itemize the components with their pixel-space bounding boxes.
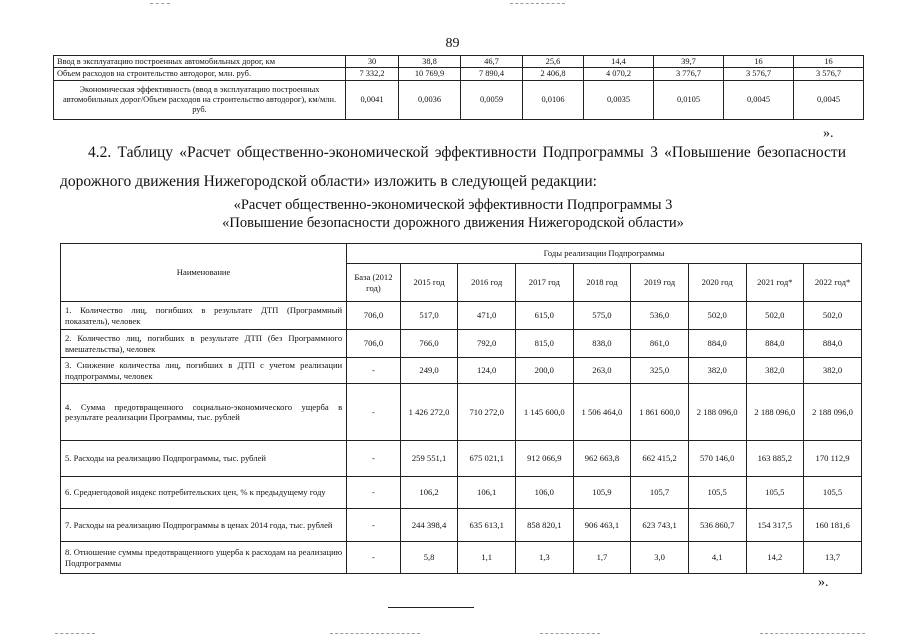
table-cell: 792,0 bbox=[458, 330, 516, 358]
table-cell: 2 188 096,0 bbox=[688, 384, 746, 441]
scan-artifact-top-right bbox=[510, 3, 565, 4]
table-cell: 4 070,2 bbox=[584, 68, 654, 81]
table-cell: 906 463,1 bbox=[573, 509, 631, 542]
closing-quote: ». bbox=[823, 126, 834, 141]
table-cell: 16 bbox=[794, 56, 864, 68]
table-cell: 38,8 bbox=[399, 56, 461, 68]
table-cell: - bbox=[347, 358, 401, 384]
table-cell: 662 415,2 bbox=[631, 441, 689, 477]
table-cell: 1,7 bbox=[573, 542, 631, 574]
table-cell: 0,0106 bbox=[523, 81, 584, 120]
table-cell: 7 332,2 bbox=[346, 68, 399, 81]
scan-artifact-bottom-2 bbox=[330, 633, 420, 634]
table-cell: 105,7 bbox=[631, 477, 689, 509]
table-cell: 3 576,7 bbox=[724, 68, 794, 81]
row-name: Ввод в эксплуатацию построенных автомобильных дорог, км bbox=[54, 56, 346, 68]
table-cell: 163 885,2 bbox=[746, 441, 804, 477]
continued-table bbox=[53, 55, 864, 120]
header-year-cell: База (2012 год) bbox=[347, 264, 401, 302]
table-cell: 39,7 bbox=[654, 56, 724, 68]
continued-table-row bbox=[54, 56, 864, 68]
table-cell: 675 021,1 bbox=[458, 441, 516, 477]
table-cell: 30 bbox=[346, 56, 399, 68]
header-years-group: Годы реализации Подпрограммы bbox=[347, 244, 862, 264]
table-caption-line-2: «Повышение безопасности дорожного движения Нижегородской области» bbox=[222, 215, 684, 231]
table-cell: 105,9 bbox=[573, 477, 631, 509]
table-caption-line-1: «Расчет общественно-экономической эффективности Подпрограммы 3 bbox=[233, 197, 673, 213]
table-cell: 838,0 bbox=[573, 330, 631, 358]
table-cell: 1,3 bbox=[516, 542, 574, 574]
table-cell: 244 398,4 bbox=[400, 509, 458, 542]
table-cell: 471,0 bbox=[458, 302, 516, 330]
efficiency-table bbox=[60, 243, 862, 574]
paragraph-line-1: 4.2. Таблицу «Расчет общественно-экономической эффективности Подпрограммы 3 «Повышение безопасности bbox=[88, 144, 846, 161]
table-cell: 106,0 bbox=[516, 477, 574, 509]
table-cell: 570 146,0 bbox=[688, 441, 746, 477]
table-cell: - bbox=[347, 542, 401, 574]
table-cell: 710 272,0 bbox=[458, 384, 516, 441]
row-name: 3. Снижение количества лиц, погибших в ДТП с учетом реализации подпрограммы, человек bbox=[61, 358, 347, 384]
table-row bbox=[61, 330, 862, 358]
table-cell: - bbox=[347, 477, 401, 509]
table-cell: 325,0 bbox=[631, 358, 689, 384]
table-cell: 46,7 bbox=[461, 56, 523, 68]
table-cell: 635 613,1 bbox=[458, 509, 516, 542]
table-cell: 3 776,7 bbox=[654, 68, 724, 81]
table-cell: 0,0041 bbox=[346, 81, 399, 120]
table-cell: 0,0105 bbox=[654, 81, 724, 120]
row-name: 8. Отношение суммы предотвращенного ущерба к расходам на реализацию Подпрограммы bbox=[61, 542, 347, 574]
table-cell: 106,2 bbox=[400, 477, 458, 509]
table-row bbox=[61, 477, 862, 509]
scan-artifact-bottom-1 bbox=[55, 633, 95, 634]
table-cell: 10 769,9 bbox=[399, 68, 461, 81]
header-year-cell: 2015 год bbox=[400, 264, 458, 302]
table-cell: 0,0045 bbox=[724, 81, 794, 120]
table-cell: 1 506 464,0 bbox=[573, 384, 631, 441]
continued-table-row bbox=[54, 81, 864, 120]
table-cell: 105,5 bbox=[804, 477, 862, 509]
table-cell: 2 406,8 bbox=[523, 68, 584, 81]
footnote-rule bbox=[388, 607, 474, 608]
table-cell: 884,0 bbox=[688, 330, 746, 358]
continued-table-row bbox=[54, 68, 864, 81]
continued-table-body bbox=[54, 56, 864, 120]
table-cell: 706,0 bbox=[347, 302, 401, 330]
table-cell: 536 860,7 bbox=[688, 509, 746, 542]
table-cell: 0,0059 bbox=[461, 81, 523, 120]
table-row bbox=[61, 358, 862, 384]
table-row bbox=[61, 542, 862, 574]
table-cell: 25,6 bbox=[523, 56, 584, 68]
header-year-cell: 2020 год bbox=[688, 264, 746, 302]
table-cell: 502,0 bbox=[804, 302, 862, 330]
header-year-cell: 2016 год bbox=[458, 264, 516, 302]
scan-artifact-bottom-4 bbox=[760, 633, 865, 634]
header-year-cell: 2018 год bbox=[573, 264, 631, 302]
table-cell: 1,1 bbox=[458, 542, 516, 574]
table-cell: 861,0 bbox=[631, 330, 689, 358]
table-cell: 154 317,5 bbox=[746, 509, 804, 542]
table-cell: 1 145 600,0 bbox=[516, 384, 574, 441]
table-cell: 124,0 bbox=[458, 358, 516, 384]
row-name: 5. Расходы на реализацию Подпрограммы, тыс. рублей bbox=[61, 441, 347, 477]
row-name: Объем расходов на строительство автодорог, млн. руб. bbox=[54, 68, 346, 81]
row-name: 6. Среднегодовой индекс потребительских цен, % к предыдущему году bbox=[61, 477, 347, 509]
closing-quote-2: ». bbox=[818, 575, 829, 590]
table-cell: 575,0 bbox=[573, 302, 631, 330]
header-year-cell: 2021 год* bbox=[746, 264, 804, 302]
table-cell: 16 bbox=[724, 56, 794, 68]
table-cell: 0,0036 bbox=[399, 81, 461, 120]
table-cell: 884,0 bbox=[804, 330, 862, 358]
table-cell: 502,0 bbox=[688, 302, 746, 330]
scan-artifact-top-left bbox=[150, 3, 170, 4]
table-cell: 1 861 600,0 bbox=[631, 384, 689, 441]
table-cell: 3 576,7 bbox=[794, 68, 864, 81]
table-cell: 536,0 bbox=[631, 302, 689, 330]
table-cell: 912 066,9 bbox=[516, 441, 574, 477]
table-cell: 615,0 bbox=[516, 302, 574, 330]
table-cell: 160 181,6 bbox=[804, 509, 862, 542]
table-cell: 13,7 bbox=[804, 542, 862, 574]
table-cell: 170 112,9 bbox=[804, 441, 862, 477]
table-cell: 706,0 bbox=[347, 330, 401, 358]
table-cell: 4,1 bbox=[688, 542, 746, 574]
table-cell: 884,0 bbox=[746, 330, 804, 358]
table-cell: 2 188 096,0 bbox=[746, 384, 804, 441]
table-row bbox=[61, 302, 862, 330]
table-cell: 382,0 bbox=[688, 358, 746, 384]
row-name: 4. Сумма предотвращенного социально-экономического ущерба в результате реализации Программы, тыс. рублей bbox=[61, 384, 347, 441]
table-cell: 517,0 bbox=[400, 302, 458, 330]
table-cell: - bbox=[347, 441, 401, 477]
table-cell: 858 820,1 bbox=[516, 509, 574, 542]
table-row bbox=[61, 384, 862, 441]
table-cell: 962 663,8 bbox=[573, 441, 631, 477]
table-cell: 815,0 bbox=[516, 330, 574, 358]
page-number: 89 bbox=[445, 36, 460, 51]
table-cell: 382,0 bbox=[804, 358, 862, 384]
header-name: Наименование bbox=[61, 244, 347, 302]
row-name: 2. Количество лиц, погибших в результате ДТП (без Программного вмешательства), человек bbox=[61, 330, 347, 358]
table-cell: - bbox=[347, 509, 401, 542]
table-cell: 3,0 bbox=[631, 542, 689, 574]
table-cell: 14,2 bbox=[746, 542, 804, 574]
table-cell: 105,5 bbox=[746, 477, 804, 509]
table-row bbox=[61, 441, 862, 477]
table-cell: 766,0 bbox=[400, 330, 458, 358]
row-name: Экономическая эффективность (ввод в эксплуатацию построенных автомобильных дорог/Объем расходов на строительство автодорог), км/млн. руб. bbox=[54, 81, 346, 120]
table-cell: 249,0 bbox=[400, 358, 458, 384]
table-cell: 7 890,4 bbox=[461, 68, 523, 81]
table-cell: 2 188 096,0 bbox=[804, 384, 862, 441]
table-cell: 200,0 bbox=[516, 358, 574, 384]
paragraph-line-2: дорожного движения Нижегородской области» изложить в следующей редакции: bbox=[60, 173, 597, 190]
table-cell: 263,0 bbox=[573, 358, 631, 384]
table-cell: 1 426 272,0 bbox=[400, 384, 458, 441]
table-cell: 0,0035 bbox=[584, 81, 654, 120]
table-cell: 14,4 bbox=[584, 56, 654, 68]
table-cell: 0,0045 bbox=[794, 81, 864, 120]
table-cell: - bbox=[347, 384, 401, 441]
efficiency-table-body bbox=[61, 302, 862, 574]
table-cell: 382,0 bbox=[746, 358, 804, 384]
table-cell: 259 551,1 bbox=[400, 441, 458, 477]
table-row bbox=[61, 509, 862, 542]
header-year-cell: 2017 год bbox=[516, 264, 574, 302]
table-cell: 502,0 bbox=[746, 302, 804, 330]
row-name: 7. Расходы на реализацию Подпрограммы в ценах 2014 года, тыс. рублей bbox=[61, 509, 347, 542]
scan-artifact-bottom-3 bbox=[540, 633, 600, 634]
table-cell: 106,1 bbox=[458, 477, 516, 509]
row-name: 1. Количество лиц, погибших в результате ДТП (Программный показатель), человек bbox=[61, 302, 347, 330]
table-cell: 105,5 bbox=[688, 477, 746, 509]
header-year-cell: 2022 год* bbox=[804, 264, 862, 302]
header-year-cell: 2019 год bbox=[631, 264, 689, 302]
table-cell: 623 743,1 bbox=[631, 509, 689, 542]
table-cell: 5,8 bbox=[400, 542, 458, 574]
